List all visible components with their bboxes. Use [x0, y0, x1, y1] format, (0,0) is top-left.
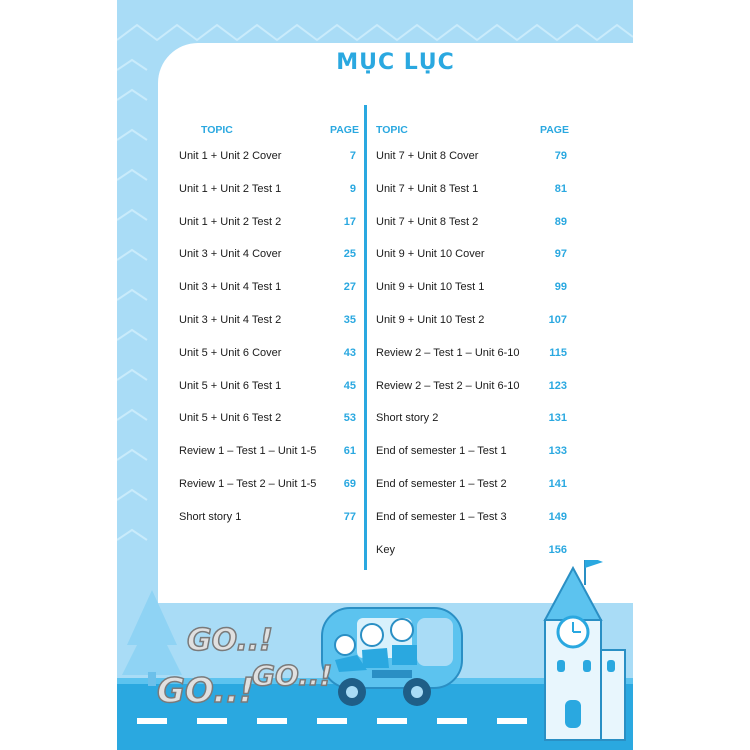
right-toc-topic: Unit 9 + Unit 10 Test 2 — [376, 314, 485, 326]
left-toc-topic: Short story 1 — [179, 510, 242, 523]
left-toc-topic: Unit 5 + Unit 6 Test 2 — [179, 412, 282, 425]
left-toc-topic: Unit 3 + Unit 4 Test 1 — [179, 281, 282, 294]
left-toc-page-number: 61 — [343, 445, 356, 458]
left-toc-page-number: 69 — [343, 478, 356, 490]
go-text-2: GO..! — [157, 671, 255, 711]
right-toc-page-number: 141 — [548, 478, 567, 490]
right-topic-header: TOPIC — [376, 124, 408, 136]
right-toc-topic: Short story 2 — [376, 412, 439, 425]
right-toc-page-number: 149 — [548, 510, 567, 523]
left-toc-page-number: 17 — [343, 215, 356, 228]
left-toc-page-number: 27 — [343, 281, 356, 294]
left-toc-topic: Unit 5 + Unit 6 Cover — [179, 346, 282, 359]
left-toc-page-number: 9 — [349, 182, 356, 195]
right-toc-page-number: 81 — [554, 182, 567, 195]
page-title: MỤC LỤC — [336, 50, 455, 75]
left-toc-page-number: 53 — [343, 412, 356, 425]
left-toc-topic: Unit 1 + Unit 2 Cover — [179, 150, 282, 162]
left-toc-topic: Unit 3 + Unit 4 Cover — [179, 248, 282, 261]
right-toc-topic: Review 2 – Test 2 – Unit 6-10 — [376, 379, 520, 392]
right-toc-topic: Unit 9 + Unit 10 Test 1 — [376, 281, 485, 294]
right-toc-page-number: 156 — [548, 543, 567, 556]
right-toc-page-number: 99 — [554, 281, 567, 294]
left-toc-page-number: 43 — [343, 346, 356, 359]
right-toc-topic: End of semester 1 – Test 3 — [376, 510, 507, 523]
left-toc-page-number: 7 — [349, 150, 356, 162]
right-toc-topic: End of semester 1 – Test 1 — [376, 445, 507, 458]
right-toc-topic: Review 2 – Test 1 – Unit 6-10 — [376, 346, 520, 359]
left-page-header: PAGE — [330, 124, 359, 136]
left-toc-topic: Unit 1 + Unit 2 Test 2 — [179, 215, 282, 228]
right-toc-topic: Unit 7 + Unit 8 Test 1 — [376, 182, 479, 195]
right-toc-page-number: 133 — [548, 445, 567, 458]
left-toc-topic: Unit 3 + Unit 4 Test 2 — [179, 314, 282, 326]
right-toc-page-number: 89 — [554, 215, 567, 228]
bus-scene-illustration — [117, 560, 633, 750]
left-toc-page-number: 77 — [343, 510, 356, 523]
right-toc-page-number: 79 — [554, 150, 567, 162]
left-topic-header: TOPIC — [201, 124, 233, 136]
left-toc-topic: Unit 1 + Unit 2 Test 1 — [179, 182, 282, 195]
right-toc-page-number: 131 — [548, 412, 567, 425]
left-toc-topic: Review 1 – Test 1 – Unit 1-5 — [179, 445, 317, 458]
right-toc-topic: Unit 9 + Unit 10 Cover — [376, 248, 485, 261]
left-toc-topic: Review 1 – Test 2 – Unit 1-5 — [179, 478, 317, 490]
column-divider — [364, 105, 367, 570]
right-toc-page-number: 97 — [554, 248, 567, 261]
right-toc-topic: Unit 7 + Unit 8 Cover — [376, 150, 479, 162]
left-toc-topic: Unit 5 + Unit 6 Test 1 — [179, 379, 282, 392]
left-toc-page-number: 45 — [343, 379, 356, 392]
right-toc-topic: Key — [376, 543, 395, 556]
go-text-1: GO..! — [187, 623, 273, 658]
right-toc-page-number: 107 — [548, 314, 567, 326]
left-toc-page-number: 25 — [343, 248, 356, 261]
right-toc-topic: Unit 7 + Unit 8 Test 2 — [376, 215, 479, 228]
right-toc-topic: End of semester 1 – Test 2 — [376, 478, 507, 490]
right-toc-page-number: 123 — [548, 379, 567, 392]
go-text-3: GO..! — [252, 659, 333, 692]
right-toc-page-number: 115 — [549, 346, 567, 359]
right-page-header: PAGE — [540, 124, 569, 136]
left-toc-page-number: 35 — [343, 314, 356, 326]
clock-tower-icon — [545, 560, 625, 740]
